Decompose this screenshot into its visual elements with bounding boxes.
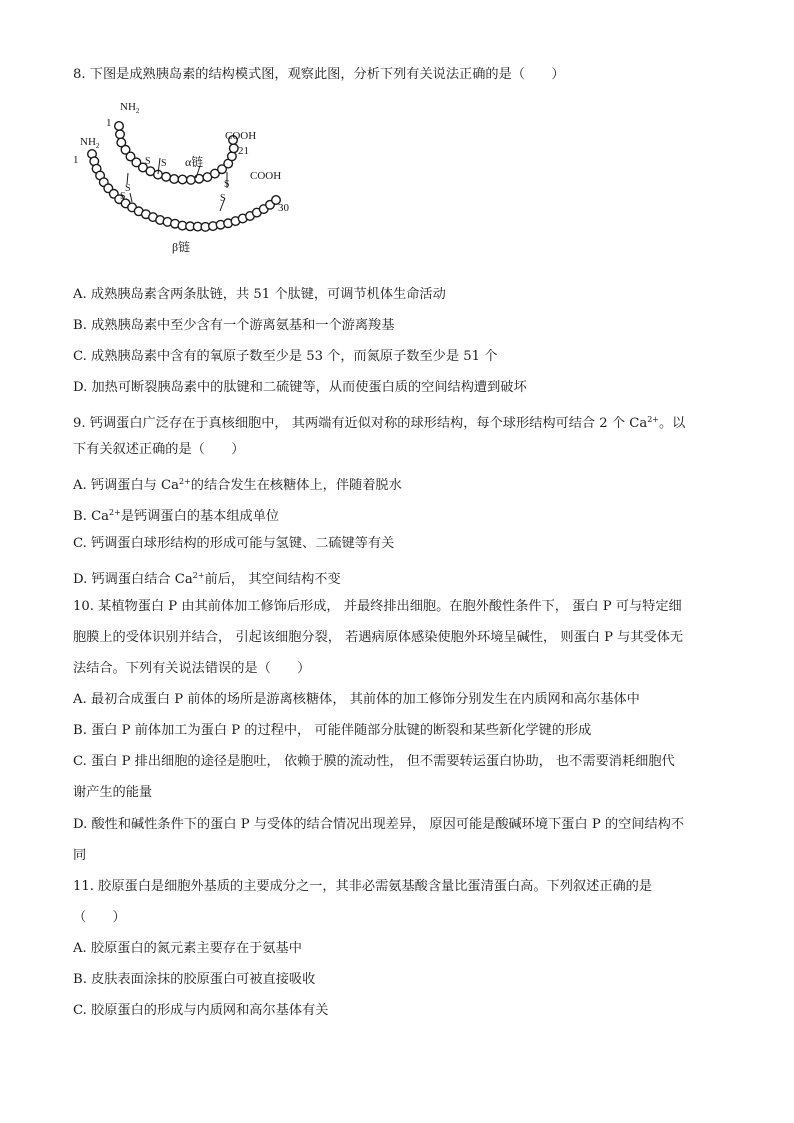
q11-stem-line-2: （ ） xyxy=(73,910,126,925)
alpha-chain-residue xyxy=(230,144,239,153)
alpha-chain-residue xyxy=(178,175,187,184)
insulin-structure-diagram xyxy=(70,96,310,266)
alpha-chain-residue xyxy=(162,173,171,182)
beta-start-number: 1 xyxy=(73,154,79,166)
q8-stem: 8. 下图是成熟胰岛素的结构模式图，观察此图，分析下列有关说法正确的是（ ） xyxy=(73,67,565,82)
beta-cooh-label: COOH xyxy=(250,170,282,182)
beta-end-number: 30 xyxy=(278,202,289,214)
q11-option-b: B. 皮肤表面涂抹的胶原蛋白可被直接吸收 xyxy=(73,972,316,987)
alpha-chain-residue xyxy=(195,174,204,183)
beta-nh2-label: $NH_2$ xyxy=(80,136,100,150)
alpha-chain-residue xyxy=(228,152,237,161)
q10-stem-line-2: 胞膜上的受体识别并结合， 引起该细胞分裂， 若遇病原体感染使胞外环境呈碱性， 则蛋白 P 与其受体无 xyxy=(73,630,684,645)
q10-option-d-line-2: 同 xyxy=(73,848,87,863)
alpha-chain-label: α链 xyxy=(185,155,204,169)
alpha-chain-residue xyxy=(187,176,196,185)
q9-stem-line-1: 9. 钙调蛋白广泛存在于真核细胞中， 其两端有近似对称的球形结构，每个球形结构可结合 2 个 $Ca^{2+}$。以 xyxy=(73,415,686,431)
q10-option-c-line-1: C. 蛋白 P 排出细胞的途径是胞吐， 依赖于膜的流动性， 但不需要转运蛋白协助， 也不需要消耗细胞代 xyxy=(73,754,675,769)
q8-option-d: D. 加热可断裂胰岛素中的肽键和二硫键等，从而使蛋白质的空间结构遭到破坏 xyxy=(73,380,527,395)
q10-stem-line-3: 法结合。下列有关说法错误的是（ ） xyxy=(73,661,311,676)
sulfur-atom: S xyxy=(145,156,151,167)
q10-option-b: B. 蛋白 P 前体加工为蛋白 P 的过程中， 可能伴随部分肽键的断裂和某些新化学键的形成 xyxy=(73,723,592,738)
sulfur-atom: S xyxy=(224,179,230,190)
q9-option-a: A. 钙调蛋白与 $Ca^{2+}$的结合发生在核糖体上，伴随着脱水 xyxy=(73,477,402,493)
q9-option-d: D. 钙调蛋白结合 $Ca^{2+}$前后， 其空间结构不变 xyxy=(73,571,341,587)
alpha-cooh-label: COOH xyxy=(225,130,257,142)
alpha-chain-residue xyxy=(115,122,124,131)
q8-option-c: C. 成熟胰岛素中含有的氧原子数至少是 53 个，而氮原子数至少是 51 个 xyxy=(73,349,498,364)
q11-option-c: C. 胶原蛋白的形成与内质网和高尔基体有关 xyxy=(73,1003,329,1018)
q9-option-c: C. 钙调蛋白球形结构的形成可能与氢键、二硫键等有关 xyxy=(73,536,395,551)
q10-stem-line-1: 10. 某植物蛋白 P 由其前体加工修饰后形成， 并最终排出细胞。在胞外酸性条件下， 蛋白 P 可与特定细 xyxy=(73,599,682,614)
q9-option-b: B. $Ca^{2+}$是钙调蛋白的基本组成单位 xyxy=(73,508,280,524)
alpha-start-number: 1 xyxy=(106,117,112,129)
q8-option-a: A. 成熟胰岛素含两条肽链，共 51 个肽键，可调节机体生命活动 xyxy=(73,287,446,302)
sulfur-atom: S xyxy=(161,158,167,169)
beta-chain xyxy=(88,150,281,232)
sulfur-atom: S xyxy=(125,183,131,194)
q9-stem-line-2: 下有关叙述正确的是（ ） xyxy=(73,442,245,457)
alpha-chain xyxy=(115,122,238,185)
beta-chain-label: β链 xyxy=(172,240,191,254)
alpha-nh2-label: $NH_2$ xyxy=(120,101,140,115)
disulfide-bond-line xyxy=(130,193,132,202)
alpha-chain-residue xyxy=(116,130,125,139)
q11-option-a: A. 胶原蛋白的氮元素主要存在于氨基中 xyxy=(73,941,302,956)
q8-option-b: B. 成熟胰岛素中至少含有一个游离氨基和一个游离羧基 xyxy=(73,318,395,333)
q10-option-c-line-2: 谢产生的能量 xyxy=(73,785,153,800)
q10-option-a: A. 最初合成蛋白 P 前体的场所是游离核糖体， 其前体的加工修饰分别发生在内质网和高尔基体中 xyxy=(73,692,640,707)
alpha-end-number: 21 xyxy=(238,145,249,157)
alpha-chain-residue xyxy=(170,175,179,184)
q11-stem-line-1: 11. 胶原蛋白是细胞外基质的主要成分之一，其非必需氨基酸含量比蛋清蛋白高。下列叙述正确的是 xyxy=(73,879,653,894)
sulfur-atom: S xyxy=(120,191,126,202)
q10-option-d-line-1: D. 酸性和碱性条件下的蛋白 P 与受体的结合情况出现差异， 原因可能是酸碱环境下蛋白 P 的空间结构不 xyxy=(73,817,685,832)
sulfur-atom: S xyxy=(220,193,226,204)
